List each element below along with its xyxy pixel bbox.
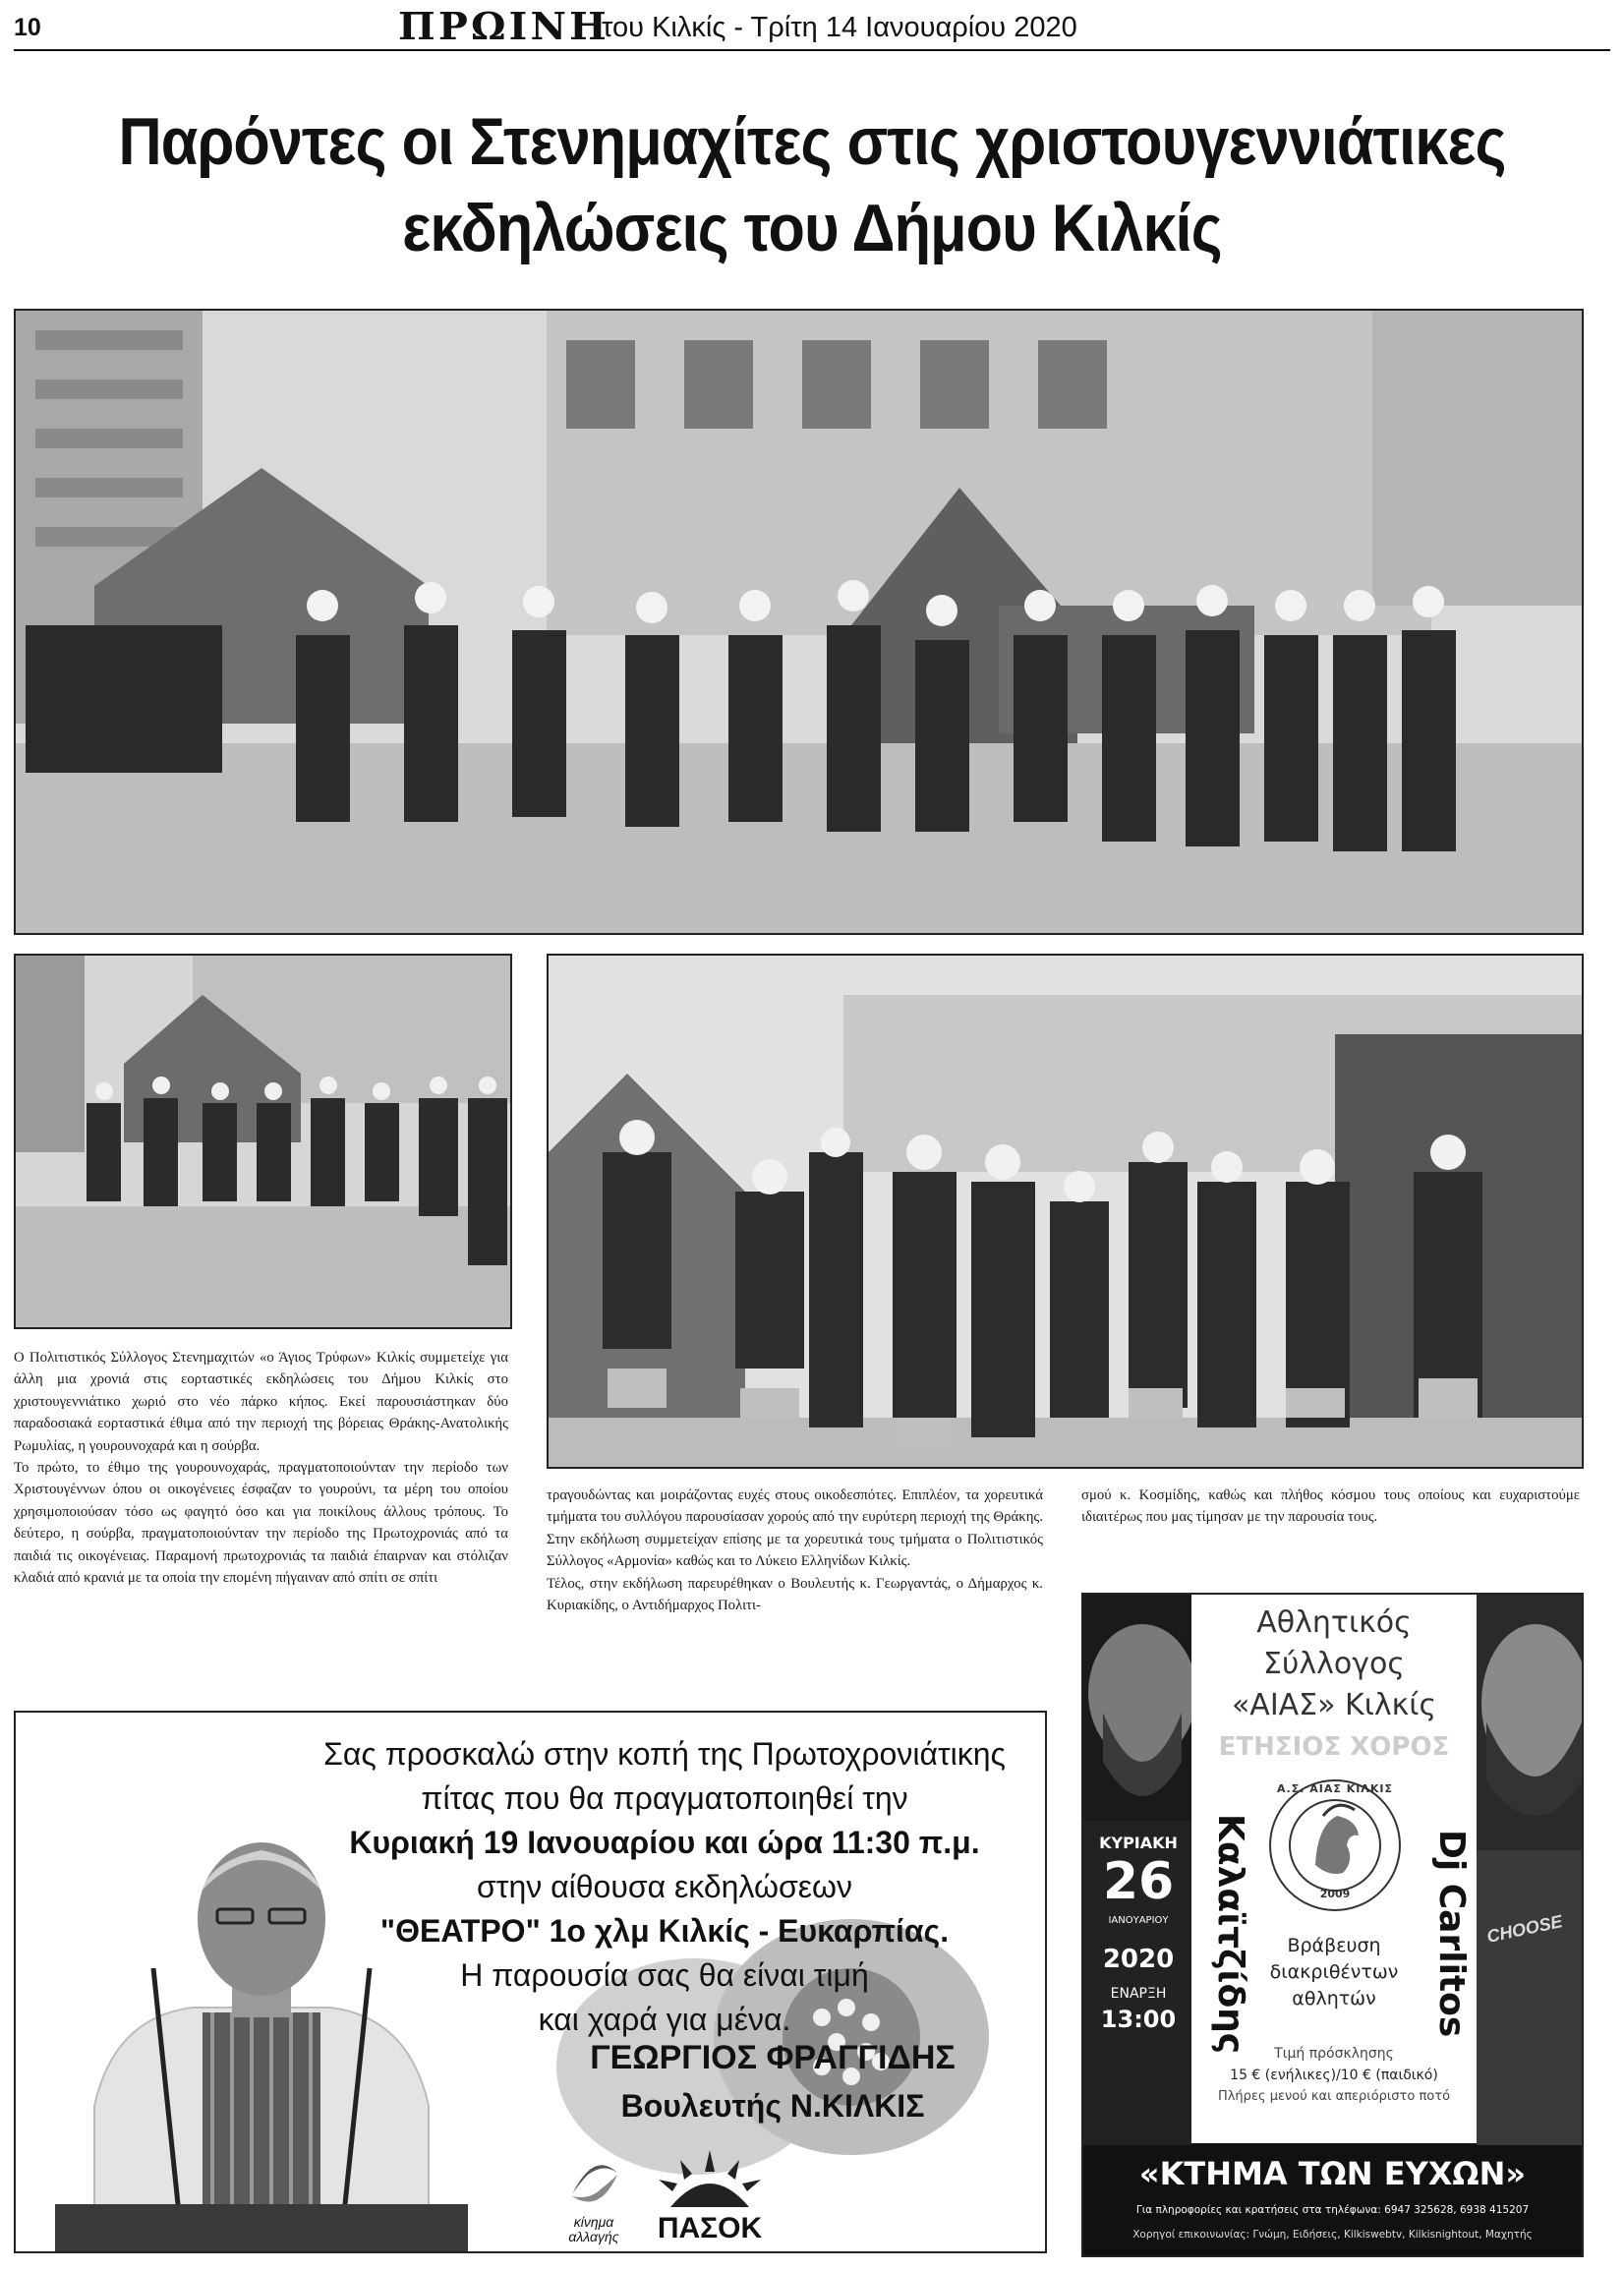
- dj-shirt-print: CHOOSE: [1484, 1911, 1565, 1947]
- kinal-logo: [554, 2155, 633, 2243]
- seal-year: 2009: [1319, 1888, 1351, 1900]
- kinal-logo-line2: αλλαγής: [568, 2229, 619, 2244]
- invitation-line: πίτας που θα πραγματοποιηθεί την: [421, 1780, 908, 1816]
- article-paragraph: τραγουδώντας και μοιράζοντας ευχές στους οικοδεσπότες. Επιπλέον, τα χορευτικά τμήματα του συλλόγου παρουσίασαν χορούς από την ευρύτερη περιοχή της Θράκης. Στην εκδήλωση συμμετείχαν επίσης με τα χορευτικά τους τμήματα ο Πολιτιστικός Σύλλογος «Αρμονία» καθώς και το Λύκειο Ελληνίδων Κιλκίς.: [547, 1487, 1043, 1570]
- award-line: Βράβευση: [1287, 1935, 1381, 1956]
- aias-event-title: ΕΤΗΣΙΟΣ ΧΟΡΟΣ: [1218, 1732, 1450, 1762]
- masthead-logo: ΠΡΩΙΝΗ: [398, 4, 609, 48]
- invitation-line: στην αίθουσα εκδηλώσεων: [477, 1869, 852, 1904]
- invitation-line: και χαρά για μένα.: [538, 2002, 791, 2037]
- article-paragraph: σμού κ. Κοσμίδης, καθώς και πλήθος κόσμου τους οποίους και ευχαριστούμε ιδιαιτέρως που μας τίμησαν με την παρουσία τους.: [1081, 1487, 1580, 1526]
- event-date-number: 26: [1102, 1852, 1175, 1911]
- dj-name: Dj Carlitos: [1431, 1830, 1472, 2038]
- org-line: Αθλητικός: [1256, 1605, 1412, 1640]
- singer-name: Καλαϊτζίδης: [1210, 1813, 1250, 2055]
- masthead-subtitle: του Κιλκίς - Τρίτη 14 Ιανουαρίου 2020: [602, 12, 1077, 43]
- invitation-line: Σας προσκαλώ στην κοπή της Πρωτοχρονιάτικης: [323, 1736, 1006, 1772]
- price-info: [1191, 2043, 1477, 2108]
- ad-aias-dance: [1081, 1593, 1584, 2257]
- headline-line-1: Παρόντες οι Στενημαχίτες στις χριστουγεννιάτικες: [118, 104, 1506, 179]
- event-start-label: ΕΝΑΡΞΗ: [1110, 1986, 1167, 2002]
- invitation-text: [291, 1732, 1038, 2042]
- photo-dance-small: [14, 954, 512, 1329]
- article-column-1: [14, 1347, 508, 1589]
- politician-role: Βουλευτής Ν.ΚΙΛΚΙΣ: [620, 2088, 925, 2124]
- aias-org-name: [1191, 1602, 1477, 1726]
- page-number: 10: [14, 14, 41, 41]
- award-line: διακριθέντων: [1269, 1961, 1399, 1983]
- org-line: «ΑΙΑΣ» Κιλκίς: [1231, 1688, 1437, 1722]
- event-year: 2020: [1102, 1945, 1175, 1974]
- contact-info: Για πληροφορίες και κρατήσεις στα τηλέφωνα: 6947 325628, 6938 415207: [1135, 2204, 1530, 2216]
- article-paragraph: Τέλος, στην εκδήλωση παρευρέθηκαν ο Βουλευτής κ. Γεωργαντάς, ο Δήμαρχος κ. Κυριακίδης, ο Αντιδήμαρχος Πολιτι-: [547, 1575, 1043, 1614]
- pasok-logo-text: ΠΑΣΟΚ: [657, 2212, 763, 2244]
- invitation-line: Η παρουσία σας θα είναι τιμή: [460, 1957, 869, 1993]
- article-headline: [82, 98, 1543, 271]
- politician-name: ΓΕΩΡΓΙΟΣ ΦΡΑΓΓΙΔΗΣ: [590, 2039, 956, 2076]
- article-column-3: [1081, 1485, 1580, 1529]
- ad-pita-invitation: [14, 1711, 1047, 2253]
- kinal-logo-line1: κίνημα: [573, 2214, 614, 2230]
- price-value: 15 € (ενήλικες)/10 € (παιδικό): [1230, 2068, 1438, 2083]
- headline-line-2: εκδηλώσεις του Δήμου Κιλκίς: [402, 191, 1222, 265]
- photo-choir: [547, 954, 1584, 1469]
- venue-name: «ΚΤΗΜΑ ΤΩΝ ΕΥΧΩΝ»: [1138, 2155, 1527, 2192]
- dj-photo: [1477, 1595, 1582, 2145]
- award-line: αθλητών: [1292, 1988, 1376, 2010]
- article-paragraph: Το πρώτο, το έθιμο της γουρουνοχαράς, πραγματοποιούνταν την περίοδο των Χριστουγέννων όπου οι οικογένειες έσφαζαν το γουρούνι, τα μέρη του οποίου χρησιμοποιούσαν τόσο ως φαγητό όσο και για ποικίλους άλλους τρόπους. Το δεύτερο, η σούρβα, πραγματοποιούνταν την περίοδο της Πρωτοχρονιάς από τα παιδιά τις οικογένειας. Παραμονή πρωτοχρονιάς τα παιδιά έπαιρναν και στόλιζαν κλαδιά από κρανιά με τα οποία την επομένη πήγαιναν από σπίτι σε σπίτι: [14, 1460, 508, 1587]
- article-paragraph: Ο Πολιτιστικός Σύλλογος Στενημαχιτών «ο Άγιος Τρύφων» Κιλκίς συμμετείχε για άλλη μια χρονιά στις εορταστικές εκδηλώσεις του Δήμου Κιλκίς στο χριστουγεννιάτικο χωριό στο νέο πάρκο κήπος. Εκεί παρουσιάστηκαν δύο παραδοσιακά εορταστικά έθιμα από την περιοχή της βόρειας Θράκης-Ανατολικής Ρωμυλίας, η γουρουνοχαρά και η σούρβα.: [14, 1350, 508, 1454]
- pasok-logo: [641, 2150, 779, 2248]
- photo-circle-dance: [14, 309, 1584, 935]
- seal-text: Α.Σ. ΑΙΑΣ ΚΙΛΚΙΣ: [1277, 1782, 1393, 1795]
- invitation-date: Κυριακή 19 Ιανουαρίου και ώρα 11:30 π.μ.: [349, 1825, 980, 1860]
- event-month: ΙΑΝΟΥΑΡΙΟΥ: [1108, 1915, 1169, 1926]
- pasok-sun-icon: [651, 2150, 769, 2207]
- award-text: [1250, 1933, 1418, 2012]
- event-day: ΚΥΡΙΑΚΗ: [1099, 1834, 1178, 1852]
- invitation-venue: "ΘΕΑΤΡΟ" 1ο χλμ Κιλκίς - Ευκαρπίας.: [379, 1913, 950, 1949]
- price-title: Τιμή πρόσκλησης: [1274, 2046, 1394, 2062]
- menu-note: Πλήρες μενού και απεριόριστο ποτό: [1217, 2089, 1451, 2104]
- org-line: Σύλλογος: [1263, 1647, 1405, 1681]
- media-sponsors: Χορηγοί επικοινωνίας: Γνώμη, Ειδήσεις, Kilkiswebtv, Kilkisnightout, Μαχητής: [1132, 2229, 1533, 2241]
- event-start-time: 13:00: [1100, 2006, 1177, 2033]
- article-column-2: [547, 1485, 1043, 1616]
- header-divider: [14, 49, 1610, 51]
- kinal-logo-icon: [564, 2155, 623, 2210]
